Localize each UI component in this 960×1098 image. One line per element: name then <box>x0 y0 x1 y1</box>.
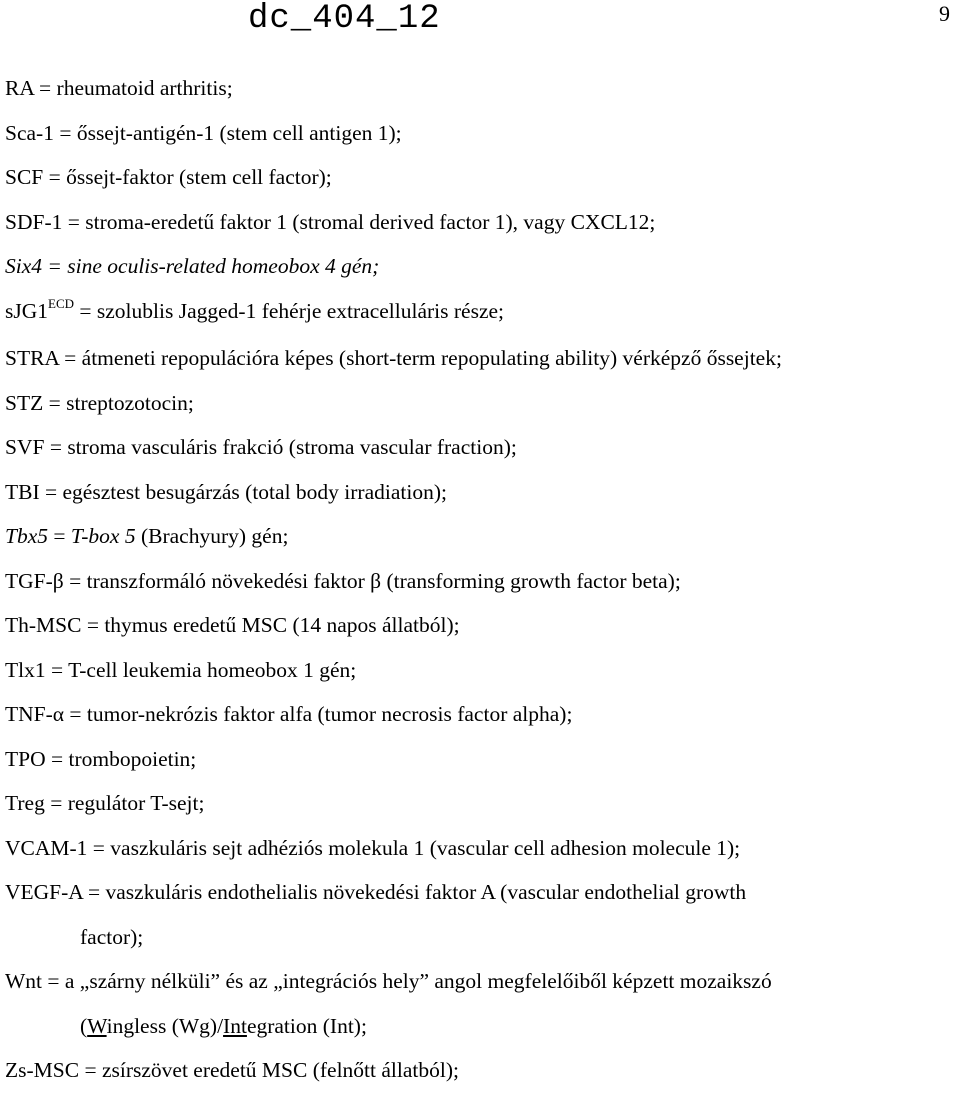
sjg1-superscript: ECD <box>48 295 75 311</box>
entry-vegf-line2: factor); <box>80 924 144 949</box>
entry-wnt-line2 <box>5 1004 955 1049</box>
entry-tlx1: Tlx1 = T-cell leukemia homeobox 1 gén; <box>5 657 357 682</box>
entry-stra: STRA = átmeneti repopulációra képes (short-term repopulating ability) vérképző őssejtek; <box>5 346 782 370</box>
wnt-w-underlined: W <box>87 1013 107 1038</box>
entry-sjg1 <box>5 289 955 337</box>
entry-tpo: TPO = trombopoietin; <box>5 746 197 771</box>
page-number: 9 <box>939 1 950 26</box>
tbx5-term: Tbx5 <box>5 524 48 548</box>
entry-six4: Six4 = sine oculis-related homeobox 4 gén; <box>5 254 380 278</box>
entry-ra: RA = rheumatoid arthritis; <box>5 76 233 100</box>
abbreviation-list <box>5 66 955 1093</box>
sjg1-definition: = szolublis Jagged-1 fehérje extracelluláris része; <box>74 298 505 323</box>
document-id: dc_404_12 <box>248 0 441 38</box>
entry-tbi: TBI = egésztest besugárzás (total body irradiation); <box>5 479 447 504</box>
entry-tbx5 <box>5 514 955 559</box>
tbx5-tbox: T-box 5 <box>70 524 136 548</box>
entry-stz: STZ = streptozotocin; <box>5 390 194 415</box>
wnt-int-underlined: Int <box>223 1013 247 1038</box>
entry-sca1: Sca-1 = őssejt-antigén-1 (stem cell antigen 1); <box>5 120 402 145</box>
tbx5-definition: (Brachyury) gén; <box>135 524 289 548</box>
sjg1-term: sJG1 <box>5 298 49 323</box>
entry-scf: SCF = őssejt-faktor (stem cell factor); <box>5 165 332 189</box>
wnt-egration: egration (Int); <box>246 1013 367 1038</box>
entry-thmsc: Th-MSC = thymus eredetű MSC (14 napos állatból); <box>5 613 460 637</box>
entry-zsmsc: Zs-MSC = zsírszövet eredetű MSC (felnőtt állatból); <box>5 1058 459 1082</box>
entry-svf: SVF = stroma vasculáris frakció (stroma vascular fraction); <box>5 435 517 459</box>
entry-treg: Treg = regulátor T-sejt; <box>5 791 205 815</box>
entry-vegf-line1: VEGF-A = vaszkuláris endothelialis növekedési faktor A (vascular endothelial growth <box>5 880 747 904</box>
entry-wnt-line1: Wnt = a „szárny nélküli” és az „integrációs hely” angol megfelelőiből képzett mozaikszó <box>5 969 772 993</box>
entry-tgf: TGF-β = transzformáló növekedési faktor β (transforming growth factor beta); <box>5 568 681 593</box>
entry-tnf: TNF-α = tumor-nekrózis faktor alfa (tumor necrosis factor alpha); <box>5 702 573 726</box>
entry-vcam: VCAM-1 = vaszkuláris sejt adhéziós molekula 1 (vascular cell adhesion molecule 1); <box>5 835 741 860</box>
wnt-ingless: ingless (Wg)/ <box>106 1013 224 1038</box>
wnt-paren: ( <box>80 1013 88 1038</box>
entry-sdf1: SDF-1 = stroma-eredetű faktor 1 (stromal derived factor 1), vagy CXCL12; <box>5 209 656 234</box>
tbx5-equals: = <box>48 524 71 548</box>
